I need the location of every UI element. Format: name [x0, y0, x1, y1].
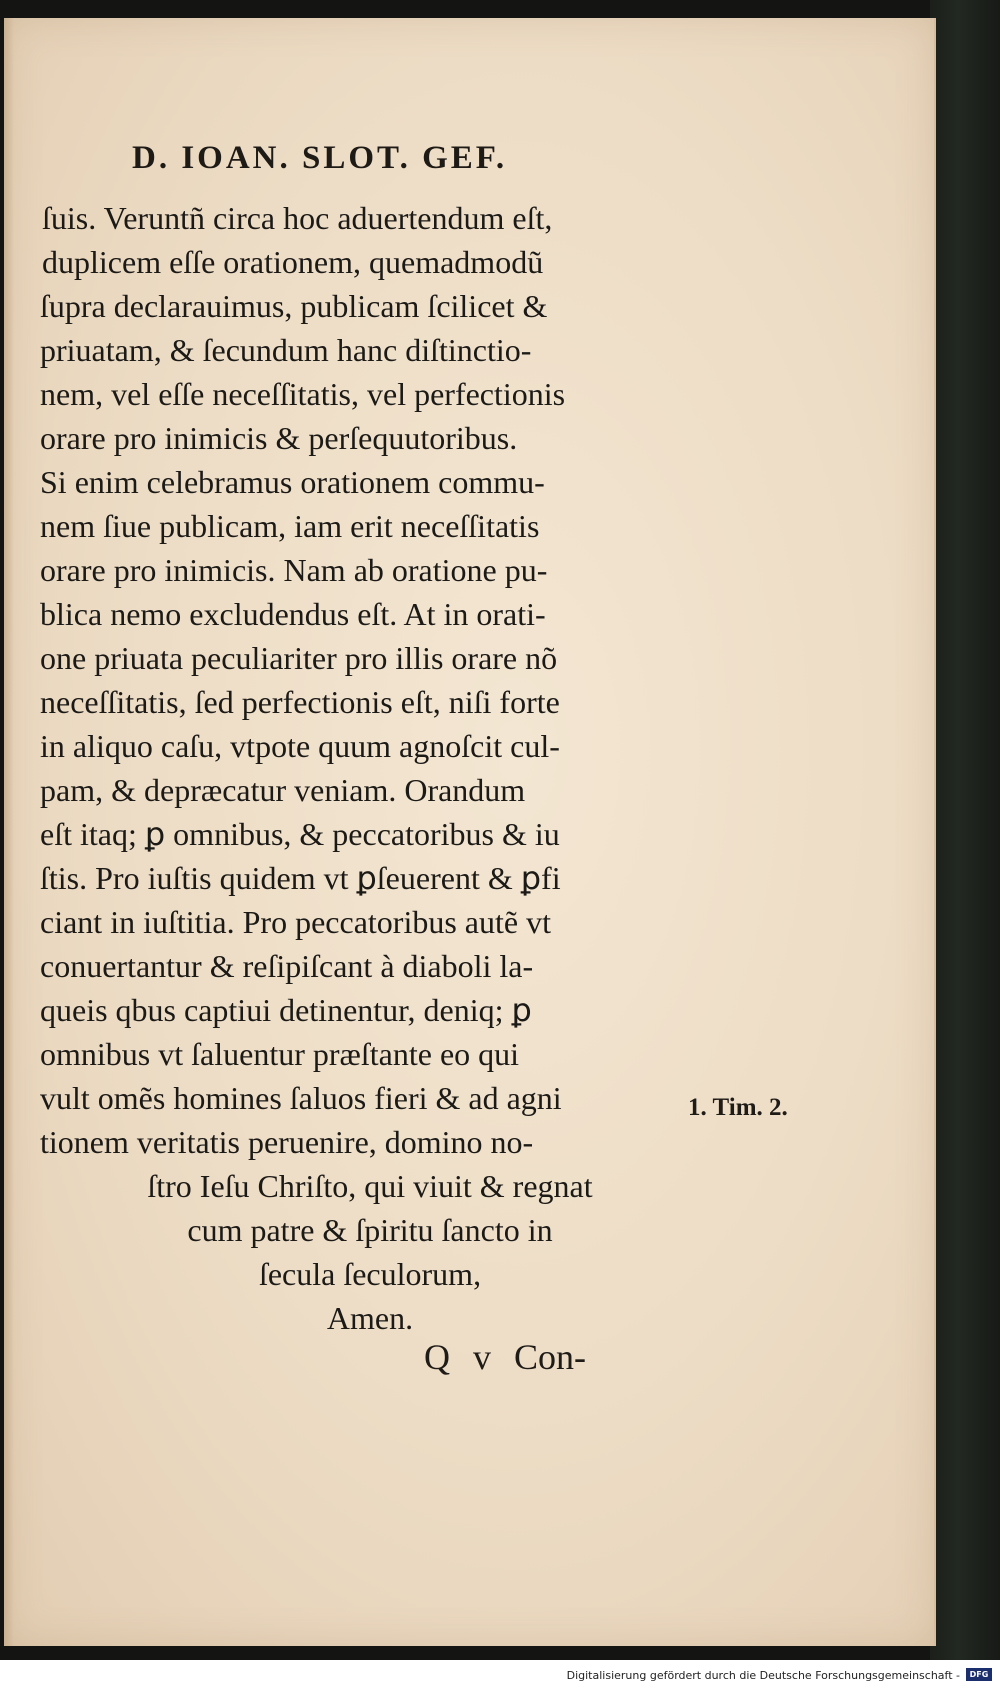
text-line: orare pro inimicis. Nam ab oratione pu-: [40, 552, 548, 588]
text-line: Amen.: [326, 1300, 414, 1336]
text-line: orare pro inimicis & perſequutoribus.: [40, 420, 518, 456]
text-line: ſupra declarauimus, publicam ſcilicet &: [40, 288, 548, 324]
text-line: nem, vel eſſe neceſſitatis, vel perfectionis: [40, 376, 566, 412]
text-line: neceſſitatis, ſed perfectionis eſt, niſi forte: [40, 684, 560, 720]
text-line: duplicem eſſe orationem, quemadmodũ: [42, 244, 544, 280]
page-edge: [4, 18, 14, 1646]
book-binding: [930, 0, 1000, 1660]
text-line: ſuis. Veruntñ circa hoc aduertendum eſt,: [42, 200, 553, 236]
marginal-note: 1. Tim. 2.: [688, 1094, 788, 1121]
text-line: omnibus vt ſaluentur præſtante eo qui: [40, 1036, 520, 1072]
text-line: priuatam, & ſecundum hanc diſtinctio-: [40, 332, 532, 368]
text-line: in aliquo caſu, vtpote quum agnoſcit cul-: [40, 728, 560, 764]
text-line: ſtro Ieſu Chriſto, qui viuit & regnat: [147, 1168, 593, 1204]
dfg-logo-icon: DFG: [966, 1668, 992, 1681]
digitization-credit: Digitalisierung gefördert durch die Deutsche Forschungsgemeinschaft -: [566, 1669, 960, 1682]
text-line: ſtis. Pro iuſtis quidem vt ꝑſeuerent & ꝑfi: [40, 860, 561, 896]
text-line: eſt itaq; ꝑ omnibus, & peccatoribus & iu: [40, 816, 560, 852]
text-line: pam, & depræcatur veniam. Orandum: [40, 772, 526, 808]
text-line: ciant in iuſtitia. Pro peccatoribus autẽ vt: [40, 904, 551, 940]
text-line: ſecula ſeculorum,: [258, 1256, 482, 1292]
body-text: [40, 196, 700, 1340]
text-line: Si enim celebramus orationem commu-: [40, 464, 545, 500]
text-line: nem ſiue publicam, iam erit neceſſitatis: [40, 508, 540, 544]
running-head: D. IOAN. SLOT. GEF.: [132, 140, 508, 176]
text-line: one priuata peculiariter pro illis orare nõ: [40, 640, 558, 676]
text-line: tionem veritatis peruenire, domino no-: [40, 1124, 534, 1160]
text-line: blica nemo excludendus eſt. At in orati-: [40, 596, 546, 632]
text-line: conuertantur & reſipiſcant à diaboli la-: [40, 948, 534, 984]
text-line: cum patre & ſpiritu ſancto in: [187, 1212, 553, 1248]
text-line: vult omẽs homines ſaluos fieri & ad agni: [40, 1080, 562, 1116]
text-line: queis qbus captiui detinentur, deniq; ꝑ: [40, 992, 532, 1028]
signature-catchword: Q v Con-: [424, 1337, 586, 1377]
